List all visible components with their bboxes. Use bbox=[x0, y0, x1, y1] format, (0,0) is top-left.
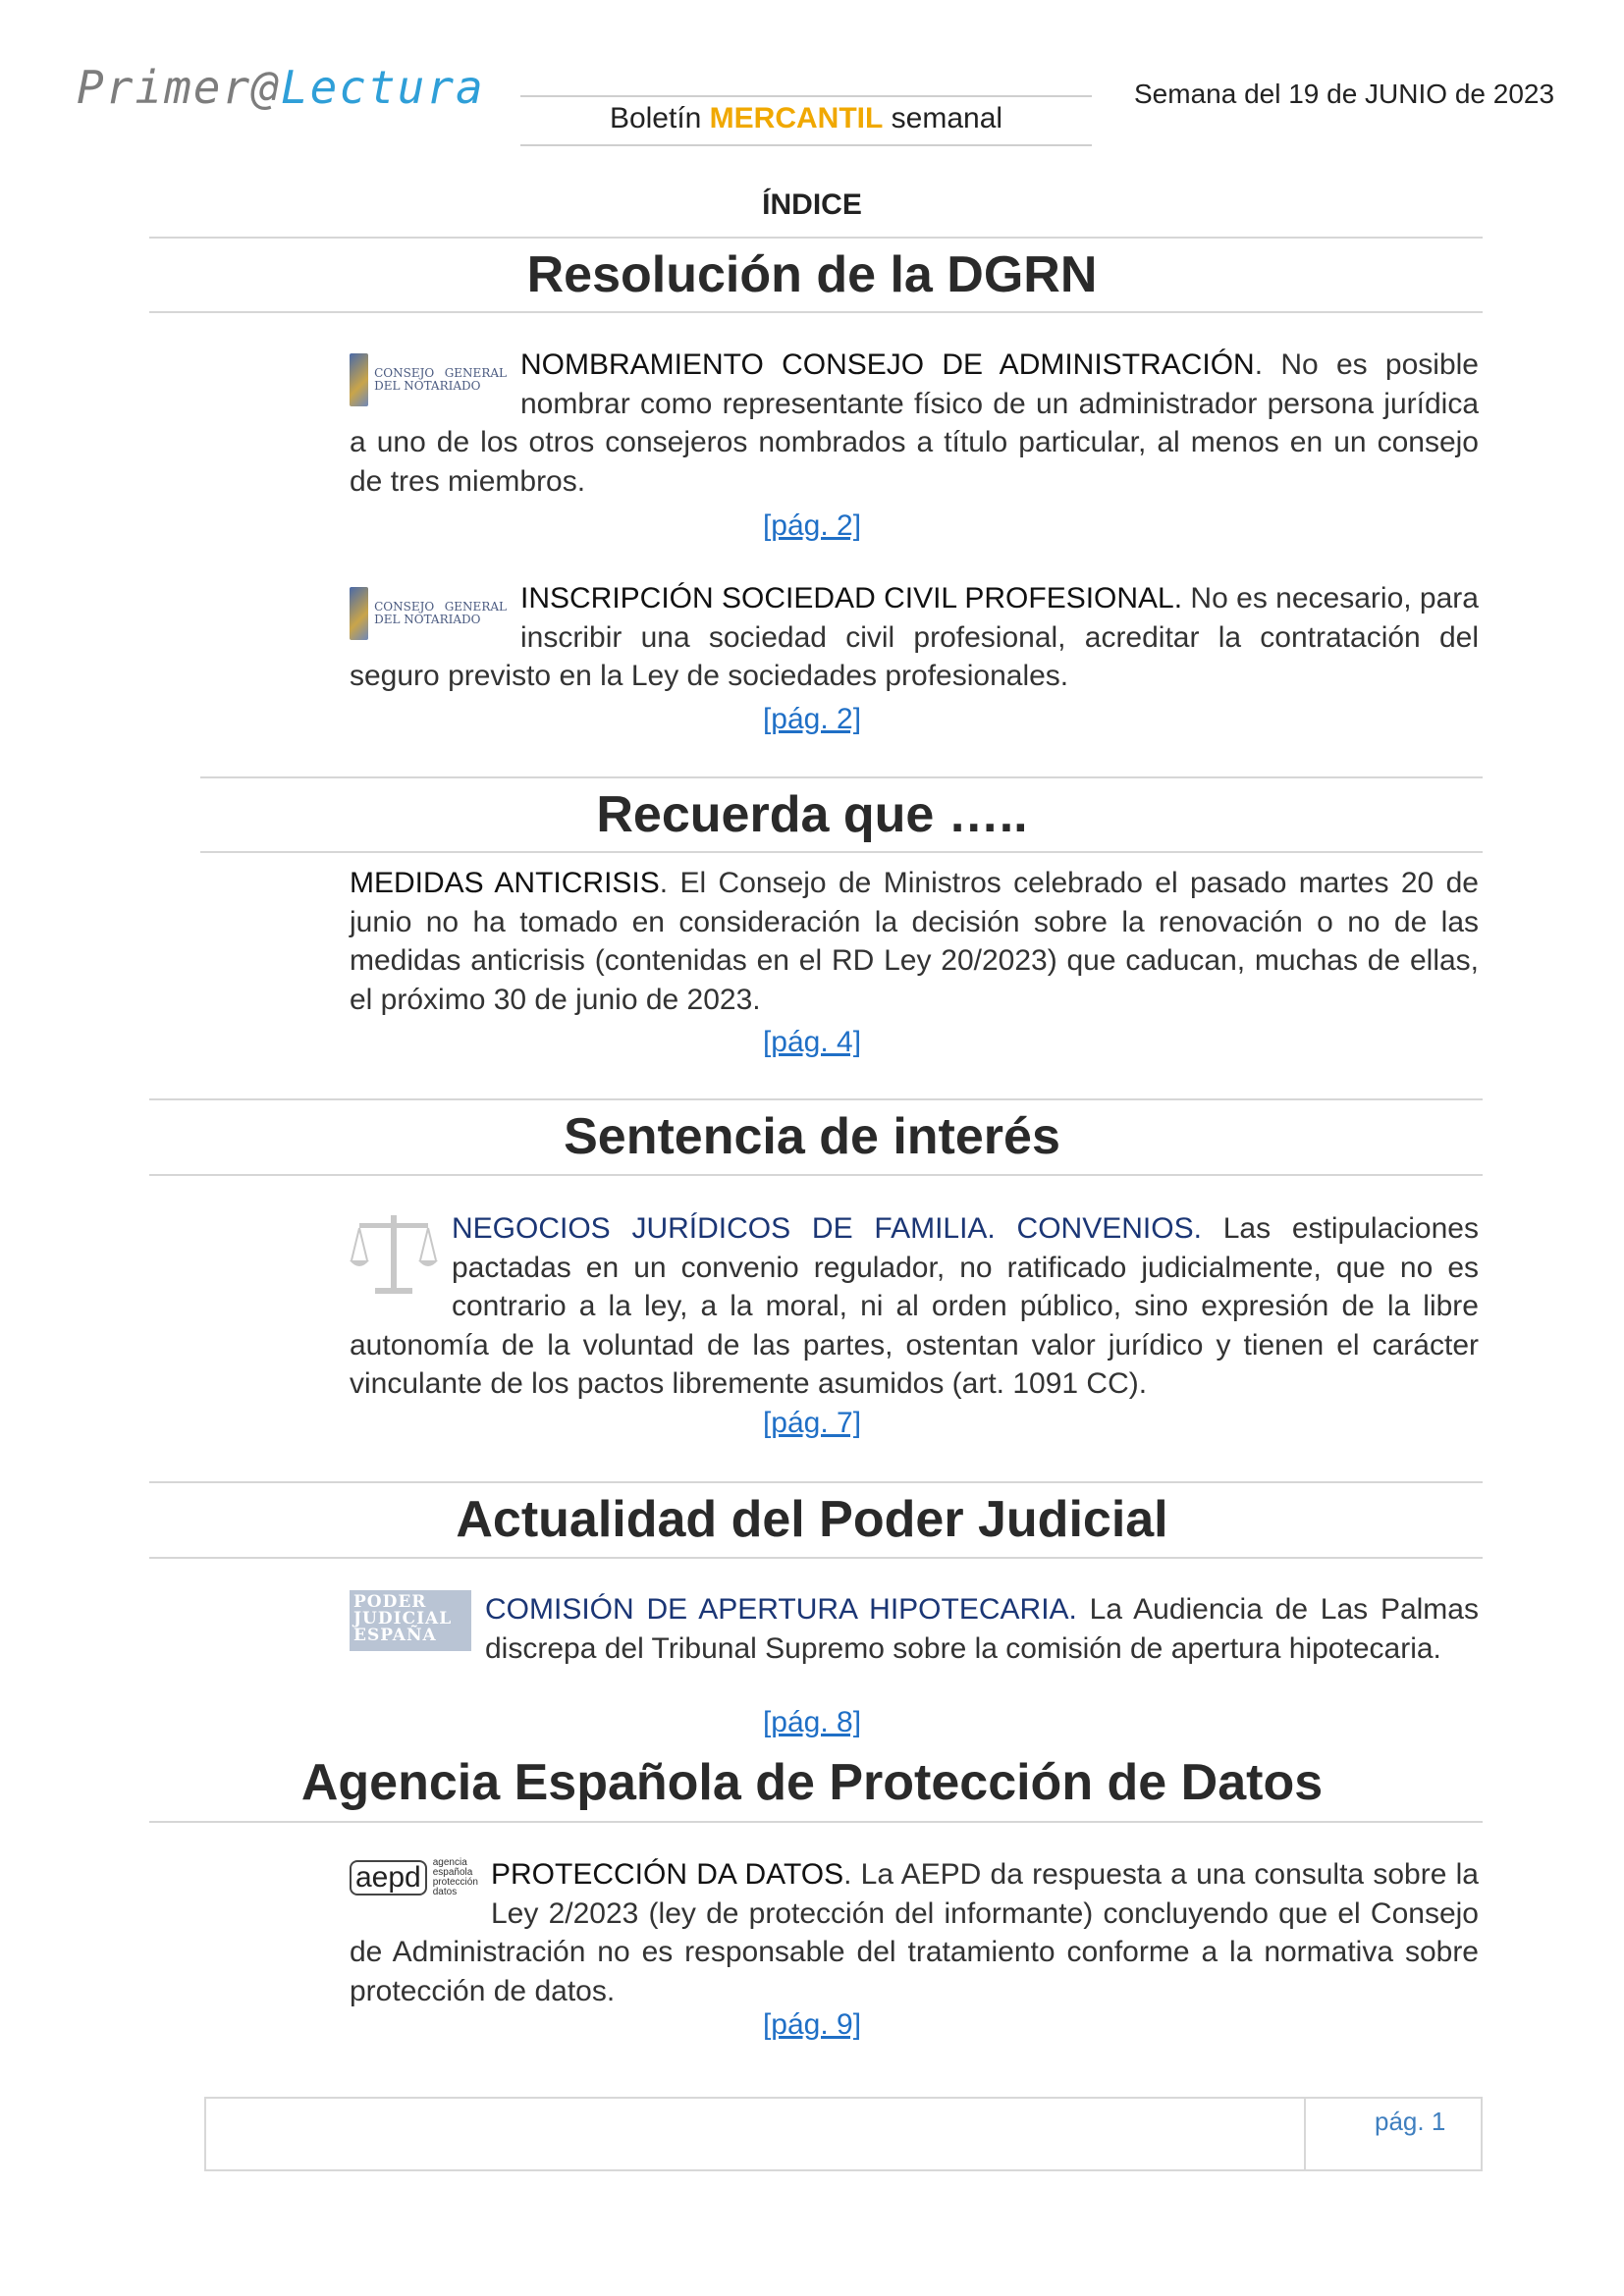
section-title-aepd: Agencia Española de Protección de Datos bbox=[300, 1754, 1324, 1811]
page-link-aepd[interactable]: [pág. 9] bbox=[762, 2008, 862, 2041]
notariado-emblem-icon bbox=[350, 353, 368, 406]
entry-head: INSCRIPCIÓN SOCIEDAD CIVIL PROFESIONAL. bbox=[520, 582, 1183, 614]
page-link-recuerda[interactable]: [pág. 4] bbox=[762, 1026, 862, 1058]
notariado-logo-text: CONSEJO GENERAL DEL NOTARIADO bbox=[374, 600, 507, 626]
divider bbox=[149, 311, 1483, 313]
entry-body: . El Consejo de Ministros celebrado el pasado martes 20 de junio no ha tomado en consideración la decisión sobre la renovación o no de las medidas anticrisis (contenidas en el RD Ley 20/2023) que caducan, muchas de ellas, el próximo 30 de junio de 2023. bbox=[350, 867, 1479, 1016]
divider bbox=[149, 1821, 1483, 1823]
entry-body: La Audiencia de Las Palmas discrepa del Tribunal Supremo sobre la comisión de apertura hipotecaria. bbox=[485, 1593, 1479, 1665]
aepd-logo-line: protección bbox=[432, 1877, 478, 1888]
section-title-dgrn: Resolución de la DGRN bbox=[526, 246, 1098, 303]
divider bbox=[149, 1557, 1483, 1559]
divider bbox=[149, 1098, 1483, 1100]
notariado-emblem-icon bbox=[350, 587, 368, 640]
footer-divider bbox=[1304, 2097, 1306, 2169]
aepd-logo-text bbox=[433, 1858, 478, 1897]
aepd-logo-line: española bbox=[432, 1867, 473, 1878]
footer-page-number: pág. 1 bbox=[1375, 2107, 1446, 2136]
poder-logo-line: JUDICIAL bbox=[353, 1609, 453, 1629]
entry-body: No es necesario, para inscribir una sociedad civil profesional, acreditar la contratación del seguro previsto en la Ley de sociedades profesionales. bbox=[350, 582, 1479, 692]
entry-body: . No es posible nombrar como representante físico de un administrador persona jurídica a uno de los otros consejeros nombrados a título particular, al menos en un consejo de tres miembros. bbox=[350, 348, 1479, 498]
entry-poder-judicial bbox=[350, 1590, 1479, 1668]
page-link-dgrn-2[interactable]: [pág. 2] bbox=[762, 703, 862, 735]
entry-body: Las estipulaciones pactadas en un convenio regulador, no ratificado judicialmente, que no es contrario a la ley, a la moral, ni al orden público, sino expresión de la libre autonomía de la voluntad de las partes, ostentan valor jurídico y tienen el carácter vinculante de los pactos libremente asumidos (art. 1091 CC). bbox=[350, 1212, 1479, 1400]
bulletin-suffix: semanal bbox=[883, 102, 1003, 134]
entry-head: MEDIDAS ANTICRISIS bbox=[350, 867, 660, 899]
bulletin-top-rule bbox=[520, 95, 1092, 97]
page-link-sentencia[interactable]: [pág. 7] bbox=[762, 1407, 862, 1439]
notariado-logo bbox=[350, 346, 507, 414]
week-date: Semana del 19 de JUNIO de 2023 bbox=[1134, 79, 1555, 109]
divider bbox=[149, 1481, 1483, 1483]
poder-judicial-logo bbox=[350, 1590, 471, 1651]
brand-logo bbox=[77, 61, 485, 114]
divider bbox=[149, 237, 1483, 239]
entry-head: COMISIÓN DE APERTURA HIPOTECARIA. bbox=[485, 1593, 1077, 1626]
section-title-sentencia: Sentencia de interés bbox=[564, 1108, 1060, 1165]
section-title-poder-judicial: Actualidad del Poder Judicial bbox=[456, 1491, 1168, 1548]
index-title: ÍNDICE bbox=[762, 188, 862, 221]
page-link-poder-judicial[interactable]: [pág. 8] bbox=[762, 1706, 862, 1738]
brand-part1: Primer@ bbox=[77, 61, 281, 114]
bulletin-accent: MERCANTIL bbox=[709, 102, 884, 134]
notariado-logo bbox=[350, 579, 507, 648]
entry-head: NEGOCIOS JURÍDICOS DE FAMILIA. CONVENIOS. bbox=[452, 1212, 1202, 1245]
aepd-logo-line: datos bbox=[432, 1887, 458, 1897]
notariado-logo-text: CONSEJO GENERAL DEL NOTARIADO bbox=[374, 366, 507, 393]
aepd-logo-line: agencia bbox=[432, 1857, 467, 1868]
entry-head: NOMBRAMIENTO CONSEJO DE ADMINISTRACIÓN bbox=[520, 348, 1255, 381]
scales-of-justice-icon bbox=[350, 1209, 438, 1298]
footer-box bbox=[204, 2097, 1483, 2171]
section-title-recuerda: Recuerda que ….. bbox=[596, 786, 1028, 843]
poder-logo-line: PODER bbox=[353, 1592, 427, 1612]
entry-dgrn-1 bbox=[350, 346, 1479, 501]
bulletin-bottom-rule bbox=[520, 144, 1092, 146]
brand-part2: Lectura bbox=[280, 61, 485, 114]
divider bbox=[149, 1174, 1483, 1176]
entry-aepd bbox=[350, 1855, 1479, 2010]
entry-recuerda bbox=[350, 864, 1479, 1019]
bulletin-prefix: Boletín bbox=[609, 102, 710, 134]
page-link-dgrn-1[interactable]: [pág. 2] bbox=[762, 509, 862, 542]
divider bbox=[200, 776, 1483, 778]
divider bbox=[200, 851, 1483, 853]
poder-logo-line: ESPAÑA bbox=[353, 1626, 437, 1645]
bulletin-title bbox=[520, 102, 1092, 135]
entry-head: PROTECCIÓN DA DATOS bbox=[491, 1858, 844, 1891]
entry-dgrn-2 bbox=[350, 579, 1479, 696]
entry-body: . La AEPD da respuesta a una consulta sobre la Ley 2/2023 (ley de protección del informante) concluyendo que el Consejo de Administración no es responsable del tratamiento conforme a la normativa sobre protección de datos. bbox=[350, 1858, 1479, 2007]
aepd-logo bbox=[350, 1855, 477, 1900]
aepd-logo-word: aepd bbox=[350, 1860, 427, 1896]
entry-sentencia bbox=[350, 1209, 1479, 1404]
